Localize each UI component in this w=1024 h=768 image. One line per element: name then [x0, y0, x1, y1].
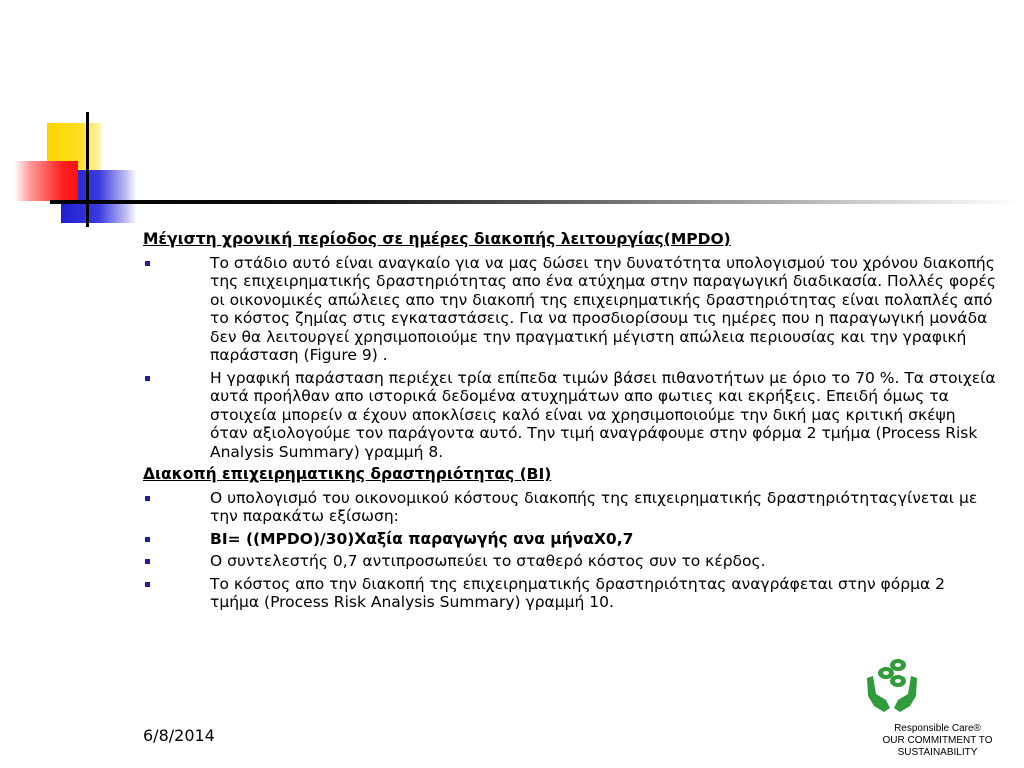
square-bullet-icon — [145, 582, 150, 587]
bullet-text: Ο συντελεστής 0,7 αντιπροσωπεύει το σταθερό κόστος συν το κέρδος. — [210, 552, 766, 570]
decor-vertical-line — [86, 112, 89, 227]
bullet-text: Ο υπολογισμό του οικονομικού κόστους διακοπής της επιχειρηματικής δραστηριότηταςγίνεται με την παρακάτω εξίσωση: — [210, 488, 978, 525]
bullet-item — [143, 369, 998, 462]
section-heading-bi: Διακοπή επιχειρηματικης δραστηριότητας (BI) — [143, 465, 552, 483]
square-bullet-icon — [145, 376, 150, 381]
bullet-text: Το στάδιο αυτό είναι αναγκαίο για να μας δώσει την δυνατότητα υπολογισμού του χρόνου διακοπής της επιχειρηματικής δραστηριότητας απο ένα ατύχημα στην παραγωγική διαδικασία. Πολλές φορές οι οικονομικές απώλειες απο την διακοπή της επιχειρηματικής δραστηριότητας είναι πολαπλές από το κόστος ζημίας στις εγκαταστάσεις. Για να προσδιορίσουμ τις ημέρες που η παραγωγική μονάδα δεν θα λειτουργεί χρησιμοποιούμε την πραγματική μέγιστη απώλεια περιουσίας και την γραφική παράσταση (Figure 9) . — [210, 253, 996, 364]
logo-caption-line: SUSTAINABILITY — [897, 747, 978, 758]
square-bullet-icon — [145, 496, 150, 501]
logo-caption-line: Responsible Care® — [894, 723, 981, 734]
decor-horizontal-rule — [50, 200, 1020, 204]
square-bullet-icon — [145, 261, 150, 266]
logo-caption-line: OUR COMMITMENT TO — [882, 735, 993, 746]
footer-date: 6/8/2014 — [143, 726, 215, 745]
decor-red-square — [14, 161, 78, 201]
bullet-item — [143, 489, 998, 526]
formula-text: BI= ((MPDO)/30)Χαξία παραγωγής ανα μήναX0,7 — [210, 529, 634, 548]
bullet-item-formula — [143, 530, 998, 549]
bullet-text: Το κόστος απο την διακοπή της επιχειρηματικής δραστηριότητας αναγράφεται στην φόρμα 2 τμήμα (Process Risk Analysis Summary) γραμμή 10. — [210, 574, 945, 611]
responsible-care-logo-icon — [864, 656, 920, 714]
square-bullet-icon — [145, 559, 150, 564]
slide-body — [143, 230, 998, 616]
bullet-item — [143, 575, 998, 612]
bullet-item — [143, 552, 998, 571]
section-heading-mpdo: Μέγιστη χρονική περίοδος σε ημέρες διακοπής λειτουργίας(MPDO) — [143, 230, 731, 248]
bullet-item — [143, 254, 998, 365]
bullet-text: Η γραφική παράσταση περιέχει τρία επίπεδα τιμών βάσει πιθανοτήτων με όριο το 70 %. Τα στοιχεία αυτά προήλθαν απο ιστορικά δεδομένα ατυχημάτων απο φωτιες και εκρήξεις. Επειδή όμως τα στοιχεία μπορείν α έχουν αποκλίσεις καλό είναι να χρησιμοποιούμε την δική μας κριτική σκέψη όταν αξιολογούμε τον παράγοντα αυτό. Την τιμή αναγράφουμε στην φόρμα 2 τμήμα (Process Risk Analysis Summary) γραμμή 8. — [210, 368, 996, 461]
logo-caption — [860, 723, 1015, 759]
square-bullet-icon — [145, 537, 150, 542]
